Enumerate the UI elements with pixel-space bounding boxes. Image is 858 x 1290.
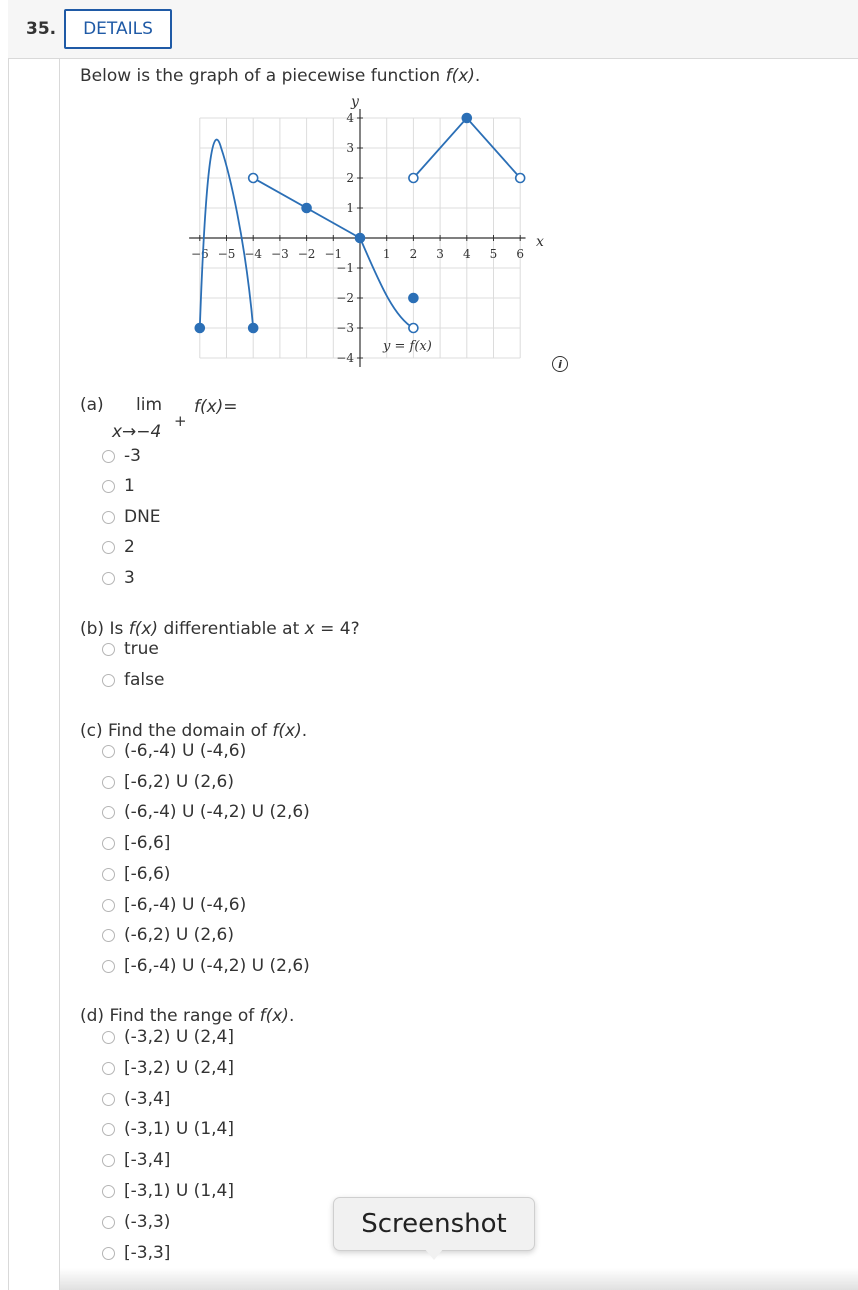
content-border <box>59 58 60 1290</box>
part-c-option[interactable] <box>102 864 170 884</box>
part-d-option[interactable] <box>102 1027 234 1047</box>
option-label: [-3,2) U (2,4] <box>124 1058 234 1078</box>
question-intro <box>80 66 480 86</box>
part-a-label: (a) <box>80 395 104 415</box>
radio-icon[interactable] <box>102 899 115 912</box>
part-a-option[interactable] <box>102 446 141 466</box>
option-label: true <box>124 639 159 659</box>
open-point <box>516 174 525 183</box>
y-tick-label: −1 <box>336 261 354 275</box>
part-a-expr: f(x)= <box>194 397 238 417</box>
open-point <box>409 324 418 333</box>
option-label: (-3,3) <box>124 1212 171 1232</box>
part-d-option[interactable] <box>102 1150 170 1170</box>
part-a-limit-var <box>112 422 161 442</box>
y-tick-label: 3 <box>346 141 354 155</box>
radio-icon[interactable] <box>102 1123 115 1136</box>
tooltip-arrow <box>424 1248 444 1260</box>
radio-icon[interactable] <box>102 1247 115 1260</box>
open-point <box>409 174 418 183</box>
part-b-question <box>80 619 360 639</box>
details-button[interactable]: DETAILS <box>64 9 172 49</box>
radio-icon[interactable] <box>102 480 115 493</box>
part-c-option[interactable] <box>102 802 310 822</box>
option-label: (-6,-4) U (-4,6) <box>124 741 247 761</box>
option-label: (-6,-4) U (-4,2) U (2,6) <box>124 802 310 822</box>
curve-label: y = f(x) <box>383 339 432 354</box>
x-tick-label: 1 <box>382 247 391 261</box>
option-label: [-3,1) U (1,4] <box>124 1181 234 1201</box>
closed-point <box>462 114 471 123</box>
radio-icon[interactable] <box>102 450 115 463</box>
radio-icon[interactable] <box>102 929 115 942</box>
x-tick-label: 2 <box>409 247 418 261</box>
y-tick-label: −2 <box>336 291 354 305</box>
radio-icon[interactable] <box>102 868 115 881</box>
part-b-var: x <box>304 619 315 639</box>
x-tick-label: −1 <box>324 247 343 261</box>
part-a-option[interactable] <box>102 568 135 588</box>
x-tick-label: −3 <box>271 247 289 261</box>
question-number: 35. <box>26 19 57 39</box>
part-d-option[interactable] <box>102 1089 170 1109</box>
x-tick-label: 6 <box>516 247 525 261</box>
part-c-option[interactable] <box>102 833 170 853</box>
intro-func: f(x) <box>445 66 475 86</box>
part-d-option[interactable] <box>102 1243 170 1263</box>
intro-text: Below is the graph of a piecewise function <box>80 66 446 86</box>
part-d-prefix: (d) Find the range of <box>80 1006 260 1026</box>
piecewise-graph <box>180 90 570 375</box>
option-label: -3 <box>124 446 141 466</box>
question-header <box>8 0 858 59</box>
part-c-suffix: . <box>301 721 308 741</box>
part-d-option[interactable] <box>102 1212 170 1232</box>
option-label: [-3,3] <box>124 1243 171 1263</box>
option-label: (-3,4] <box>124 1089 171 1109</box>
part-c-prefix: (c) Find the domain of <box>80 721 273 741</box>
radio-icon[interactable] <box>102 1216 115 1229</box>
intro-suffix: . <box>474 66 481 86</box>
radio-icon[interactable] <box>102 806 115 819</box>
y-tick-label: −3 <box>336 321 354 335</box>
y-axis-label: y <box>351 94 359 110</box>
x-axis-label: x <box>536 234 544 250</box>
option-label: [-6,-4) U (-4,2) U (2,6) <box>124 956 310 976</box>
part-c-option[interactable] <box>102 895 246 915</box>
open-point <box>249 174 258 183</box>
closed-point <box>302 204 311 213</box>
radio-icon[interactable] <box>102 541 115 554</box>
radio-icon[interactable] <box>102 1062 115 1075</box>
part-d-func: f(x) <box>259 1006 289 1026</box>
limit-approach: x→−4 <box>112 422 162 442</box>
info-icon[interactable]: i <box>552 356 568 372</box>
x-tick-label: −4 <box>244 247 263 261</box>
part-c-option[interactable] <box>102 772 234 792</box>
part-c-question <box>80 721 307 741</box>
closed-point <box>195 324 204 333</box>
part-c-option[interactable] <box>102 956 310 976</box>
part-a-option[interactable] <box>102 476 135 496</box>
x-tick-label: −2 <box>297 247 316 261</box>
part-c-func: f(x) <box>272 721 302 741</box>
option-label: DNE <box>124 507 161 527</box>
radio-icon[interactable] <box>102 1031 115 1044</box>
radio-icon[interactable] <box>102 1154 115 1167</box>
part-d-question <box>80 1006 294 1026</box>
option-label: [-6,2) U (2,6) <box>124 772 234 792</box>
closed-point <box>249 324 258 333</box>
part-d-suffix: . <box>288 1006 295 1026</box>
part-b-mid: differentiable at <box>158 619 305 639</box>
part-c-option[interactable] <box>102 741 246 761</box>
screenshot-tooltip: Screenshot <box>333 1197 535 1251</box>
y-tick-label: −4 <box>336 351 354 365</box>
option-label: 2 <box>124 537 135 557</box>
x-tick-label: 5 <box>489 247 498 261</box>
part-d-option[interactable] <box>102 1119 234 1139</box>
part-b-option[interactable] <box>102 639 159 659</box>
radio-icon[interactable] <box>102 643 115 656</box>
option-label: 1 <box>124 476 135 496</box>
option-label: [-6,6) <box>124 864 171 884</box>
option-label: [-3,4] <box>124 1150 171 1170</box>
option-label: 3 <box>124 568 135 588</box>
radio-icon[interactable] <box>102 674 115 687</box>
option-label: false <box>124 670 165 690</box>
part-b-suffix: = 4? <box>314 619 360 639</box>
radio-icon[interactable] <box>102 776 115 789</box>
part-b-prefix: (b) Is <box>80 619 129 639</box>
y-tick-label: 1 <box>346 201 354 215</box>
option-label: (-3,2) U (2,4] <box>124 1027 234 1047</box>
option-label: (-6,2) U (2,6) <box>124 925 234 945</box>
part-a-sup: + <box>174 412 187 430</box>
part-c-option[interactable] <box>102 925 234 945</box>
part-d-option[interactable] <box>102 1181 234 1201</box>
closed-point <box>409 294 418 303</box>
part-a-lim: lim <box>136 395 163 415</box>
closed-point <box>356 234 365 243</box>
y-tick-label: 4 <box>346 111 354 125</box>
x-tick-label: 3 <box>436 247 444 261</box>
x-tick-label: 4 <box>462 247 471 261</box>
left-border <box>8 58 9 1290</box>
scroll-shadow <box>60 1268 858 1290</box>
radio-icon[interactable] <box>102 745 115 758</box>
option-label: [-6,6] <box>124 833 171 853</box>
y-tick-label: 2 <box>346 171 354 185</box>
x-tick-label: −5 <box>217 247 236 261</box>
part-d-option[interactable] <box>102 1058 234 1078</box>
radio-icon[interactable] <box>102 511 115 524</box>
part-b-option[interactable] <box>102 670 164 690</box>
part-a-option[interactable] <box>102 537 135 557</box>
option-label: [-6,-4) U (-4,6) <box>124 895 247 915</box>
x-tick-label: −6 <box>190 247 209 261</box>
part-a-option[interactable] <box>102 507 161 527</box>
part-b-func: f(x) <box>128 619 159 639</box>
option-label: (-3,1) U (1,4] <box>124 1119 234 1139</box>
radio-icon[interactable] <box>102 572 115 585</box>
radio-icon[interactable] <box>102 837 115 850</box>
radio-icon[interactable] <box>102 1093 115 1106</box>
radio-icon[interactable] <box>102 1185 115 1198</box>
radio-icon[interactable] <box>102 960 115 973</box>
